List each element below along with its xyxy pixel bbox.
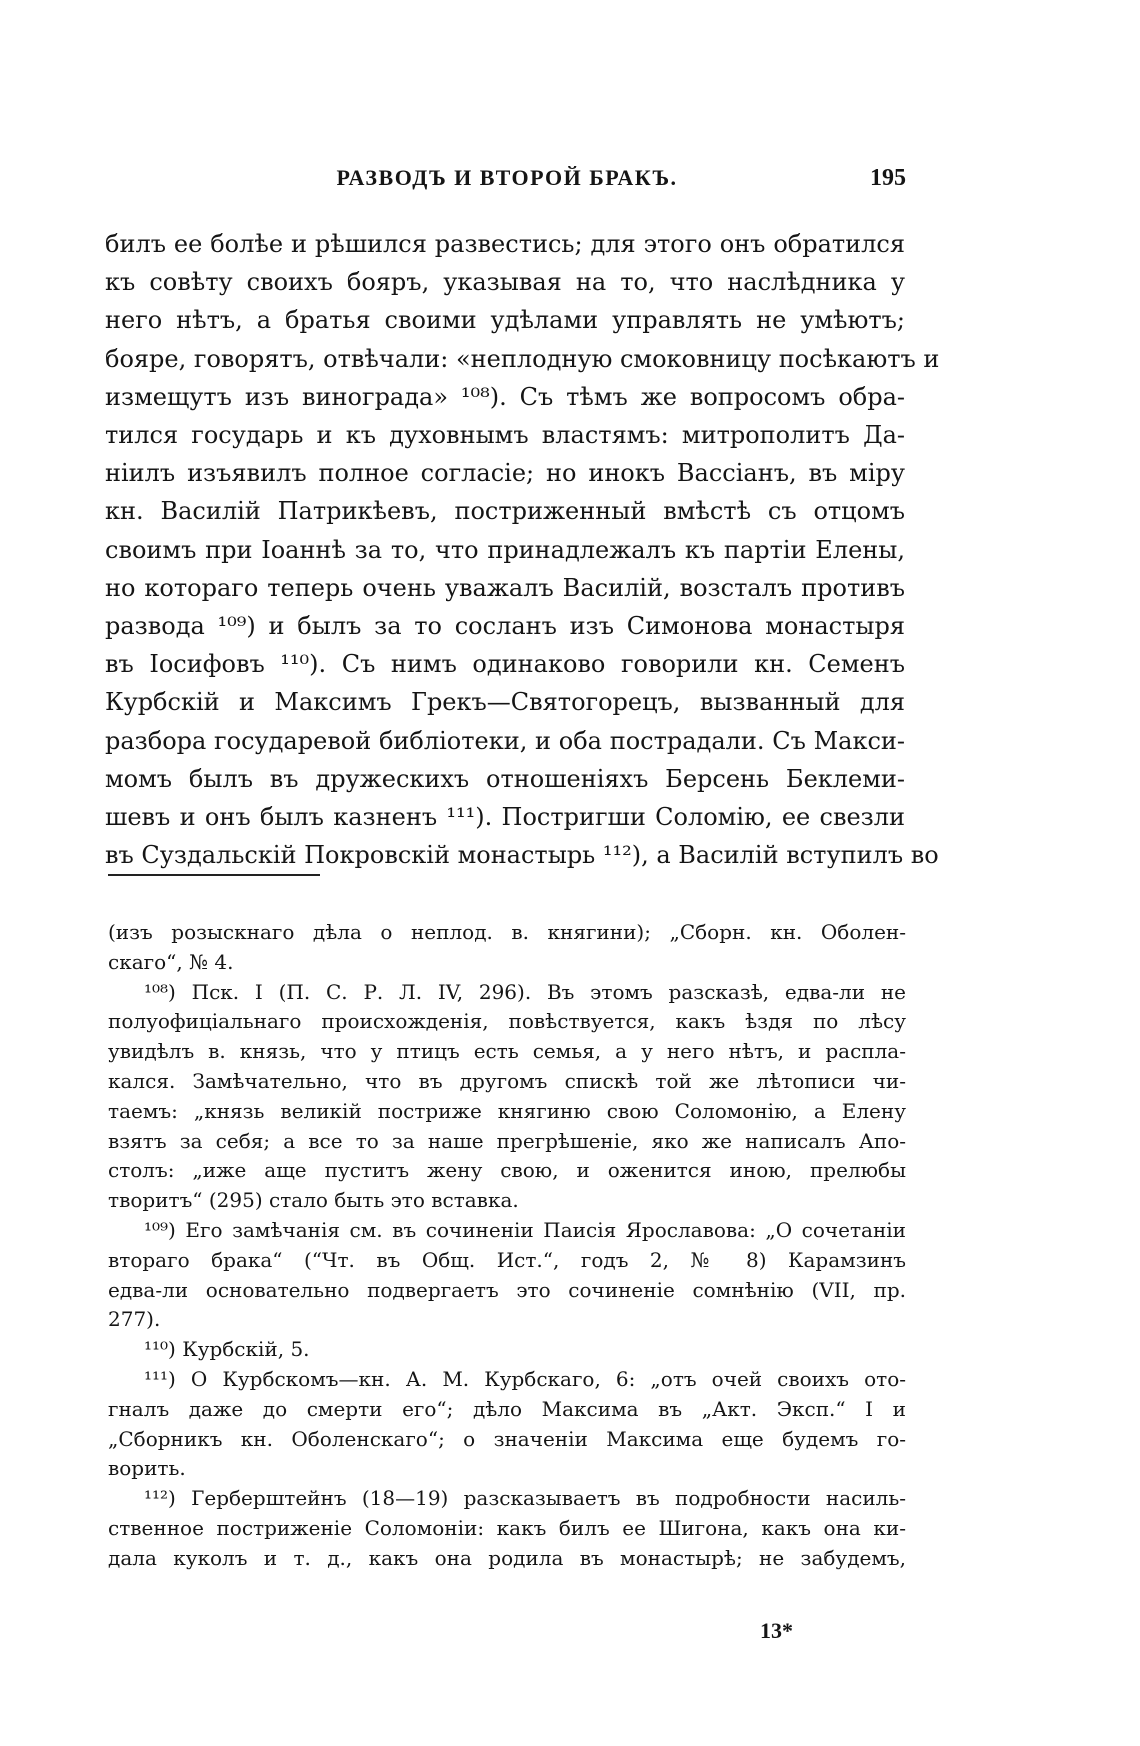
footnote-line: кался. Замѣчательно, что въ другомъ спискѣ той же лѣтописи чи- [108,1068,906,1093]
running-title: РАЗВОДЪ И ВТОРОЙ БРАКЪ. [336,165,678,190]
text-line: него нѣтъ, а братья своими удѣлами управлять не умѣютъ; [105,306,905,335]
text-line: билъ ее болѣе и рѣшился развестись; для этого онъ обратился [105,230,905,258]
footnote-divider [108,874,320,876]
footnote-line: гналъ даже до смерти его“; дѣло Максима въ „Акт. Эксп.“ I и [108,1396,906,1421]
text-line: момъ былъ въ дружескихъ отношеніяхъ Берсень Беклеми- [105,764,905,793]
footnote-line: (изъ розыскнаго дѣла о неплод. в. княгини); „Сборн. кн. Оболен- [108,920,906,944]
footnote-line: ¹⁰⁸) Пск. I (П. С. Р. Л. IV, 296). Въ этомъ разсказѣ, едва-ли не [144,979,906,1004]
text-line: измещутъ изъ винограда» ¹⁰⁸). Съ тѣмъ же вопросомъ обра- [105,382,905,411]
footnote-line: творитъ“ (295) стало быть это вставка. [108,1188,519,1213]
footnote-110 [108,1335,906,1365]
footnote-112 [108,1484,906,1573]
footnote-line: взятъ за себя; а все то за наше прегрѣшеніе, яко же написалъ Апо- [108,1128,906,1153]
footnote-continuation [108,918,906,978]
footnote-111 [108,1365,906,1484]
text-line: но котораго теперь очень уважалъ Василій, возсталъ противъ [105,573,905,602]
footnote-line: дала куколъ и т. д., какъ она родила въ монастырѣ; не забудемъ, [108,1545,906,1570]
footnote-108 [108,978,906,1216]
footnote-line: увидѣлъ в. князь, что у птицъ есть семья, а у него нѣтъ, и распла- [108,1039,906,1064]
text-line: своимъ при Іоаннѣ за то, что принадлежалъ къ партіи Елены, [105,535,905,564]
footnote-line: ¹¹²) Герберштейнъ (18—19) разсказываетъ въ подробности насиль- [144,1486,906,1511]
text-line: въ Іосифовъ ¹¹⁰). Съ нимъ одинаково говорили кн. Семенъ [105,650,905,679]
text-line: ніилъ изъявилъ полное согласіе; но инокъ Вассіанъ, въ міру [105,459,905,488]
text-line: шевъ и онъ былъ казненъ ¹¹¹). Постригши Соломію, ее свезли [105,803,905,832]
footnote-line: втораго брака“ (“Чт. въ Общ. Ист.“, годъ 2, № 8) Карамзинъ [108,1247,906,1272]
footnote-line: „Сборникъ кн. Оболенскаго“; о значеніи Максима еще будемъ го- [108,1426,906,1451]
footnote-line: ¹¹¹) О Курбскомъ—кн. А. М. Курбскаго, 6: „отъ очей своихъ ото- [144,1366,906,1391]
text-line: Курбскій и Максимъ Грекъ—Святогорецъ, вызванный для [105,688,905,717]
footnote-109 [108,1216,906,1335]
text-line: развода ¹⁰⁹) и былъ за то сосланъ изъ Симонова монастыря [105,612,905,641]
signature-mark: 13* [760,1618,793,1643]
text-line: кн. Василій Патрикѣевъ, постриженный вмѣстѣ съ отцомъ [105,497,905,526]
footnote-line: таемъ: „князь великій постриже княгиню свою Соломонію, а Елену [108,1098,906,1123]
footnote-line: ¹¹⁰) Курбскій, 5. [144,1337,310,1362]
footnote-line: едва-ли основательно подвергаетъ это сочиненіе сомнѣнію (VII, пр. [108,1277,906,1302]
text-line: разбора государевой библіотеки, и оба пострадали. Съ Макси- [105,726,905,755]
page-header [108,165,906,205]
footnote-line: полуофиціальнаго происхожденія, повѣствуется, какъ ѣздя по лѣсу [108,1009,906,1034]
footnote-line: ственное постриженіе Соломоніи: какъ билъ ее Шигона, какъ она ки- [108,1515,906,1540]
footnote-line: ворить. [108,1456,186,1481]
text-line: бояре, говорятъ, отвѣчали: «неплодную смоковницу посѣкаютъ и [105,344,940,373]
text-line: въ Суздальскій Покровскій монастырь ¹¹²), а Василій вступилъ во [105,841,939,870]
text-line: тился государь и къ духовнымъ властямъ: митрополитъ Да- [105,421,905,450]
main-text [105,225,940,874]
footnote-line: 277). [108,1307,161,1332]
footnote-line: столъ: „иже аще пуститъ жену свою, и оженится иною, прелюбы [108,1158,906,1183]
text-line: къ совѣту своихъ бояръ, указывая на то, что наслѣдника у [105,268,905,297]
page-number: 195 [870,165,906,191]
footnote-line: скаго“, № 4. [108,949,234,974]
footnote-line: ¹⁰⁹) Его замѣчанія см. въ сочиненіи Паисія Ярославова: „О сочетаніи [144,1217,906,1242]
footnotes [108,918,906,1574]
